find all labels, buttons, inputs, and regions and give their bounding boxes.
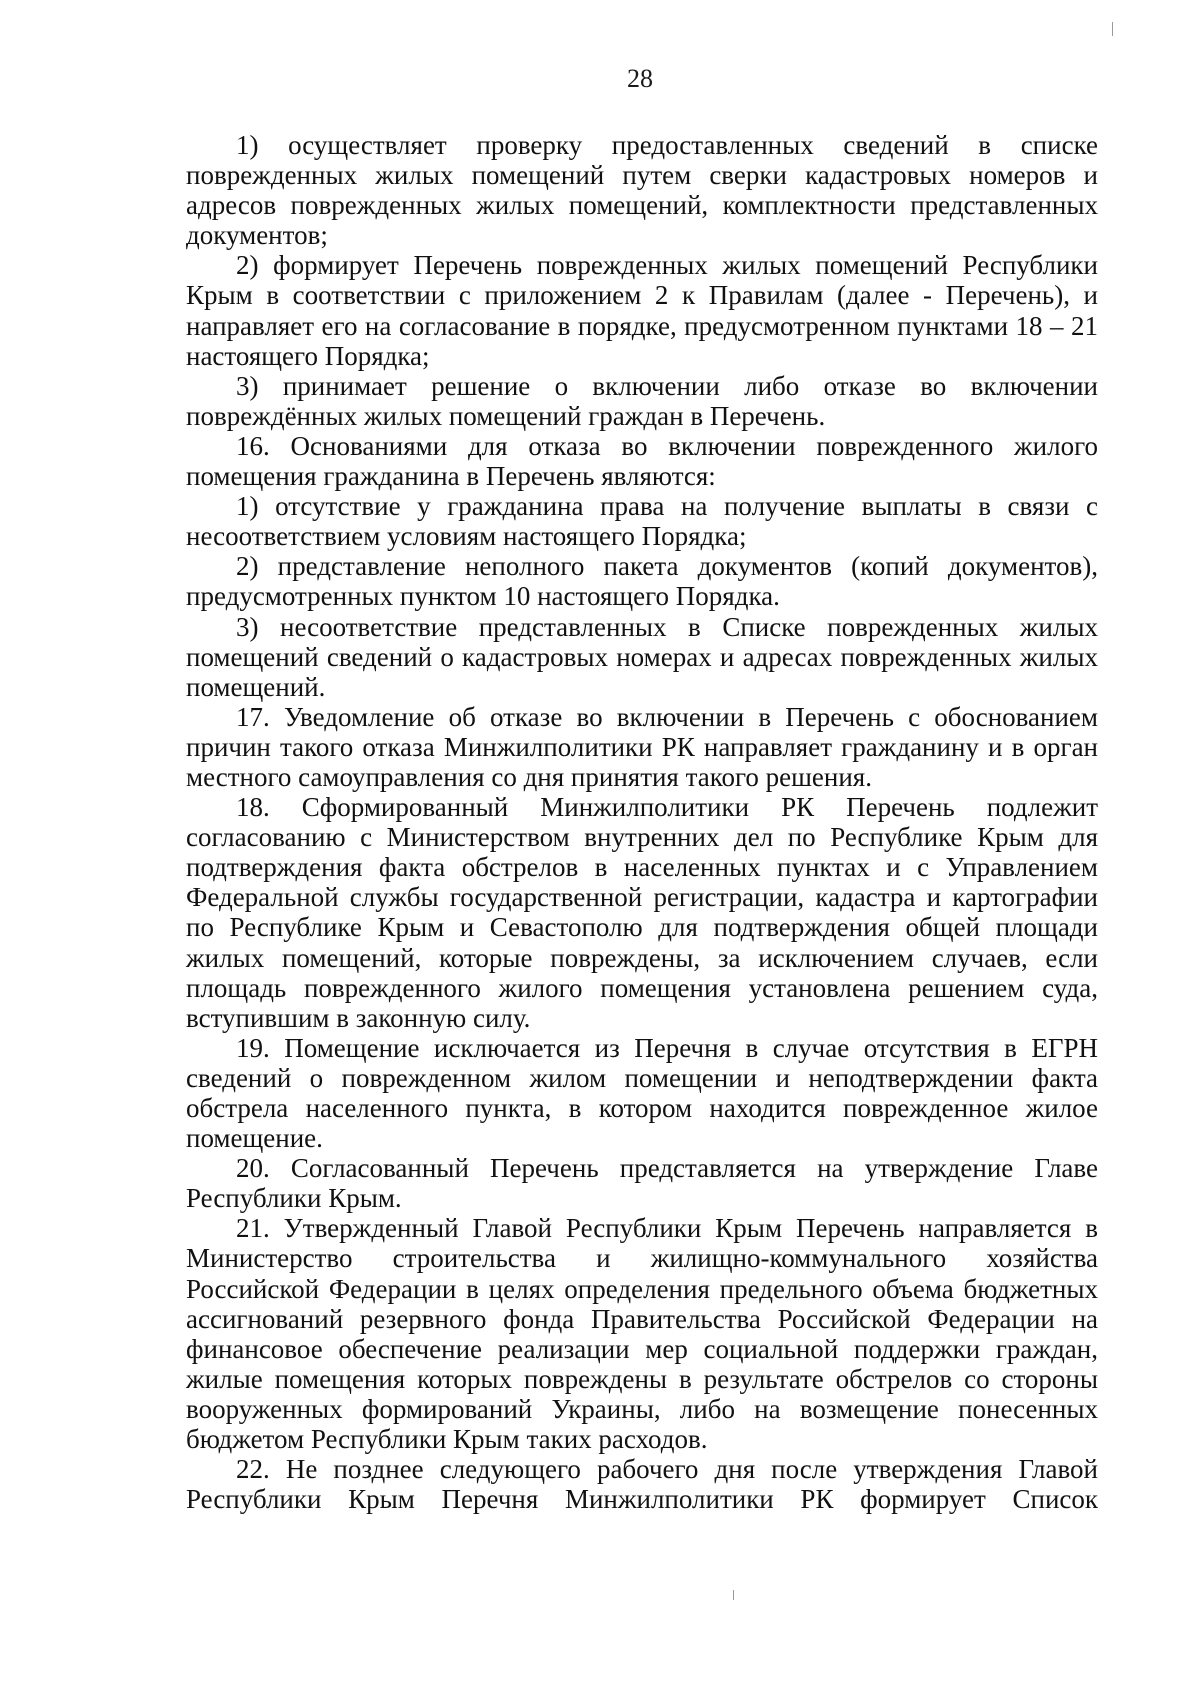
paragraph-item-3-decision: 3) принимает решение о включении либо отказе во включении повреждённых жилых помещений граждан в Перечень. (186, 370, 1098, 431)
paragraph-item-1-verification: 1) осуществляет проверку предоставленных сведений в списке поврежденных жилых помещений путем сверки кадастровых номеров и адресов поврежденных жилых помещений, комплектности представленных документов; (186, 130, 1098, 251)
paragraph-22-list: 22. Не позднее следующего рабочего дня после утверждения Главой Республики Крым Перечня Минжилполитики РК формирует Список (186, 1454, 1098, 1515)
paragraph-21-ministry: 21. Утвержденный Главой Республики Крым Перечень направляется в Министерство строительства и жилищно-коммунального хозяйства Российской Федерации в целях определения предельного объема бюджетных ассигнований резервного фонда Правительства Российской Федерации на финансовое обеспечение реализации мер социальной поддержки граждан, жилые помещения которых повреждены в результате обстрелов со стороны вооруженных формирований Украины, либо на возмещение понесенных бюджетом Республики Крым таких расходов. (186, 1213, 1098, 1455)
paragraph-16-refusal-grounds: 16. Основаниями для отказа во включении поврежденного жилого помещения гражданина в Перечень являются: (186, 430, 1098, 492)
paragraph-20-submission: 20. Согласованный Перечень представляется на утверждение Главе Республики Крым. (186, 1153, 1098, 1214)
paragraph-16-item-1: 1) отсутствие у гражданина права на получение выплаты в связи с несоответствием условиям настоящего Порядка; (186, 491, 1098, 552)
page-number: 28 (627, 64, 653, 93)
scan-artifact-mark (733, 1590, 734, 1600)
paragraph-16-item-2: 2) представление неполного пакета документов (копий документов), предусмотренных пунктом 10 настоящего Порядка. (186, 551, 1098, 612)
scan-artifact-mark (1112, 22, 1113, 36)
paragraph-17-notification: 17. Уведомление об отказе во включении в Перечень с обоснованием причин такого отказа Минжилполитики РК направляет гражданину и в орган местного самоуправления со дня принятия такого решения. (186, 701, 1098, 792)
paragraph-item-2-list-formation: 2) формирует Перечень поврежденных жилых помещений Республики Крым в соответствии с приложением 2 к Правилам (далее - Перечень), и направляет его на согласование в порядке, предусмотренном пунктами 18 – 21 настоящего Порядка; (186, 250, 1098, 371)
paragraph-16-item-3: 3) несоответствие представленных в Списке поврежденных жилых помещений сведений о кадастровых номерах и адресах поврежденных жилых помещений. (186, 611, 1098, 702)
paragraph-18-approval: 18. Сформированный Минжилполитики РК Перечень подлежит согласованию с Министерством внутренних дел по Республике Крым для подтверждения факта обстрелов в населенных пунктах и с Управлением Федеральной службы государственной регистрации, кадастра и картографии по Республике Крым и Севастополю для подтверждения общей площади жилых помещений, которые повреждены, за исключением случаев, если площадь поврежденного жилого помещения установлена решением суда, вступившим в законную силу. (186, 792, 1098, 1033)
document-body (186, 130, 1098, 1514)
paragraph-19-exclusion: 19. Помещение исключается из Перечня в случае отсутствия в ЕГРН сведений о поврежденном жилом помещении и неподтверждении факта обстрела населенного пункта, в котором находится поврежденное жилое помещение. (186, 1032, 1098, 1154)
